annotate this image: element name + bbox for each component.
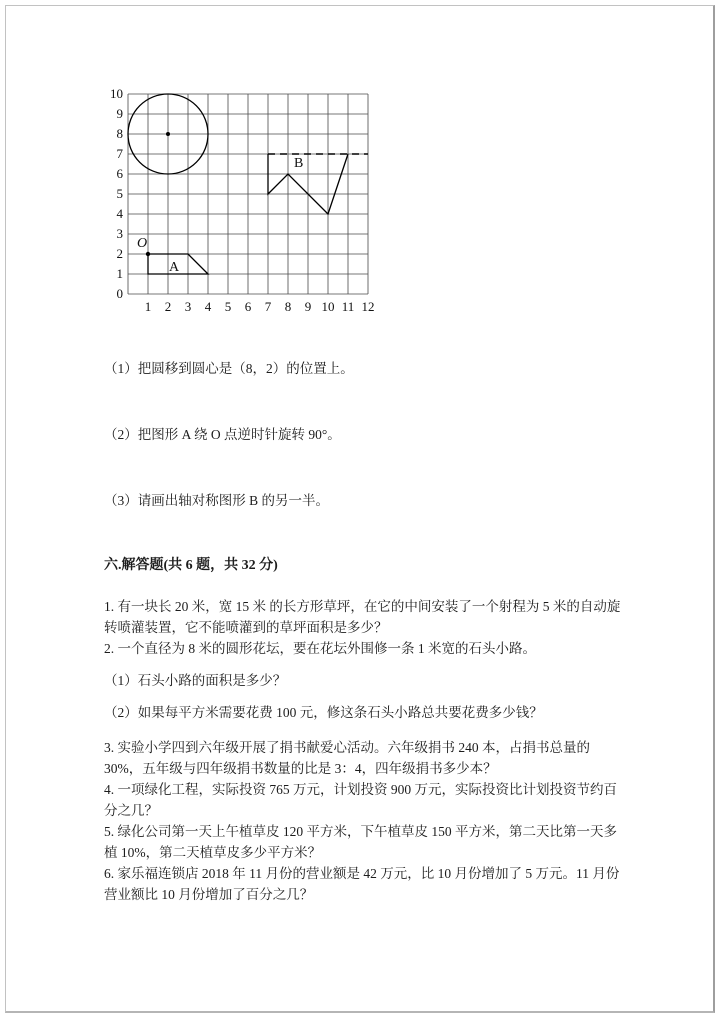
problem-4: 4. 一项绿化工程，实际投资 765 万元，计划投资 900 万元，实际投资比计划投资节约百分之几？ bbox=[104, 782, 617, 818]
x-axis-tick: 7 bbox=[264, 299, 272, 314]
x-axis-tick: 2 bbox=[164, 299, 172, 314]
sub-question-3: （3）请画出轴对称图形 B 的另一半。 bbox=[104, 493, 330, 508]
problem-3: 3. 实验小学四到六年级开展了捐书献爱心活动。六年级捐书 240 本，占捐书总量的 30%，五年级与四年级捐书数量的比是 3：4，四年级捐书多少本？ bbox=[104, 740, 590, 776]
y-axis-tick: 1 bbox=[116, 266, 123, 281]
y-axis-tick: 2 bbox=[116, 246, 123, 261]
problem-2: 2. 一个直径为 8 米的圆形花坛，要在花坛外围修一条 1 米宽的石头小路。 bbox=[104, 641, 536, 656]
sub-question-2: （2）把图形 A 绕 O 点逆时针旋转 90°。 bbox=[104, 427, 341, 442]
x-axis-tick: 10 bbox=[321, 299, 335, 314]
y-axis-tick: 7 bbox=[116, 146, 123, 161]
sub-question-1: （1）把圆移到圆心是（8，2）的位置上。 bbox=[104, 361, 354, 376]
problem-2-sub-1: （1）石头小路的面积是多少？ bbox=[104, 673, 287, 688]
x-axis-tick: 12 bbox=[361, 299, 375, 314]
shape-a-label: A bbox=[169, 260, 180, 275]
x-axis-tick: 8 bbox=[284, 299, 292, 314]
y-axis-tick: 6 bbox=[116, 166, 123, 181]
x-axis-tick: 3 bbox=[184, 299, 192, 314]
x-axis-tick: 4 bbox=[204, 299, 212, 314]
x-axis-tick: 1 bbox=[144, 299, 152, 314]
shape-b-label: B bbox=[294, 156, 304, 171]
y-axis-tick: 9 bbox=[116, 106, 123, 121]
problem-2-sub-2: （2）如果每平方米需要花费 100 元，修这条石头小路总共要花费多少钱？ bbox=[104, 705, 543, 720]
grid-figure bbox=[94, 82, 384, 322]
y-axis-tick: 5 bbox=[116, 186, 123, 201]
y-axis-tick: 10 bbox=[110, 86, 123, 101]
problem-5: 5. 绿化公司第一天上午植草皮 120 平方米，下午植草皮 150 平方米，第二天比第一天多植 10%，第二天植草皮多少平方米？ bbox=[104, 824, 617, 860]
y-axis-tick: 4 bbox=[116, 206, 123, 221]
x-axis-tick: 5 bbox=[224, 299, 232, 314]
x-axis-tick: 9 bbox=[304, 299, 312, 314]
point-o-label: O bbox=[137, 236, 148, 251]
y-axis-tick: 8 bbox=[116, 126, 123, 141]
problem-6: 6. 家乐福连锁店 2018 年 11 月份的营业额是 42 万元，比 10 月份增加了 5 万元。11 月份营业额比 10 月份增加了百分之几？ bbox=[104, 866, 620, 902]
problem-1: 1. 有一块长 20 米，宽 15 米 的长方形草坪，在它的中间安装了一个射程为 5 米的自动旋转喷灌装置，它不能喷灌到的草坪面积是多少？ bbox=[104, 599, 621, 635]
y-axis-tick: 0 bbox=[116, 286, 123, 301]
x-axis-tick: 11 bbox=[341, 299, 355, 314]
x-axis-tick: 6 bbox=[244, 299, 252, 314]
y-axis-tick: 3 bbox=[116, 226, 123, 241]
figure-container bbox=[94, 82, 384, 327]
circle-center-dot bbox=[166, 132, 170, 136]
section-heading: 六.解答题(共 6 题，共 32 分) bbox=[104, 558, 278, 573]
point-o-dot bbox=[146, 252, 150, 256]
solve-problems-block bbox=[104, 596, 624, 905]
